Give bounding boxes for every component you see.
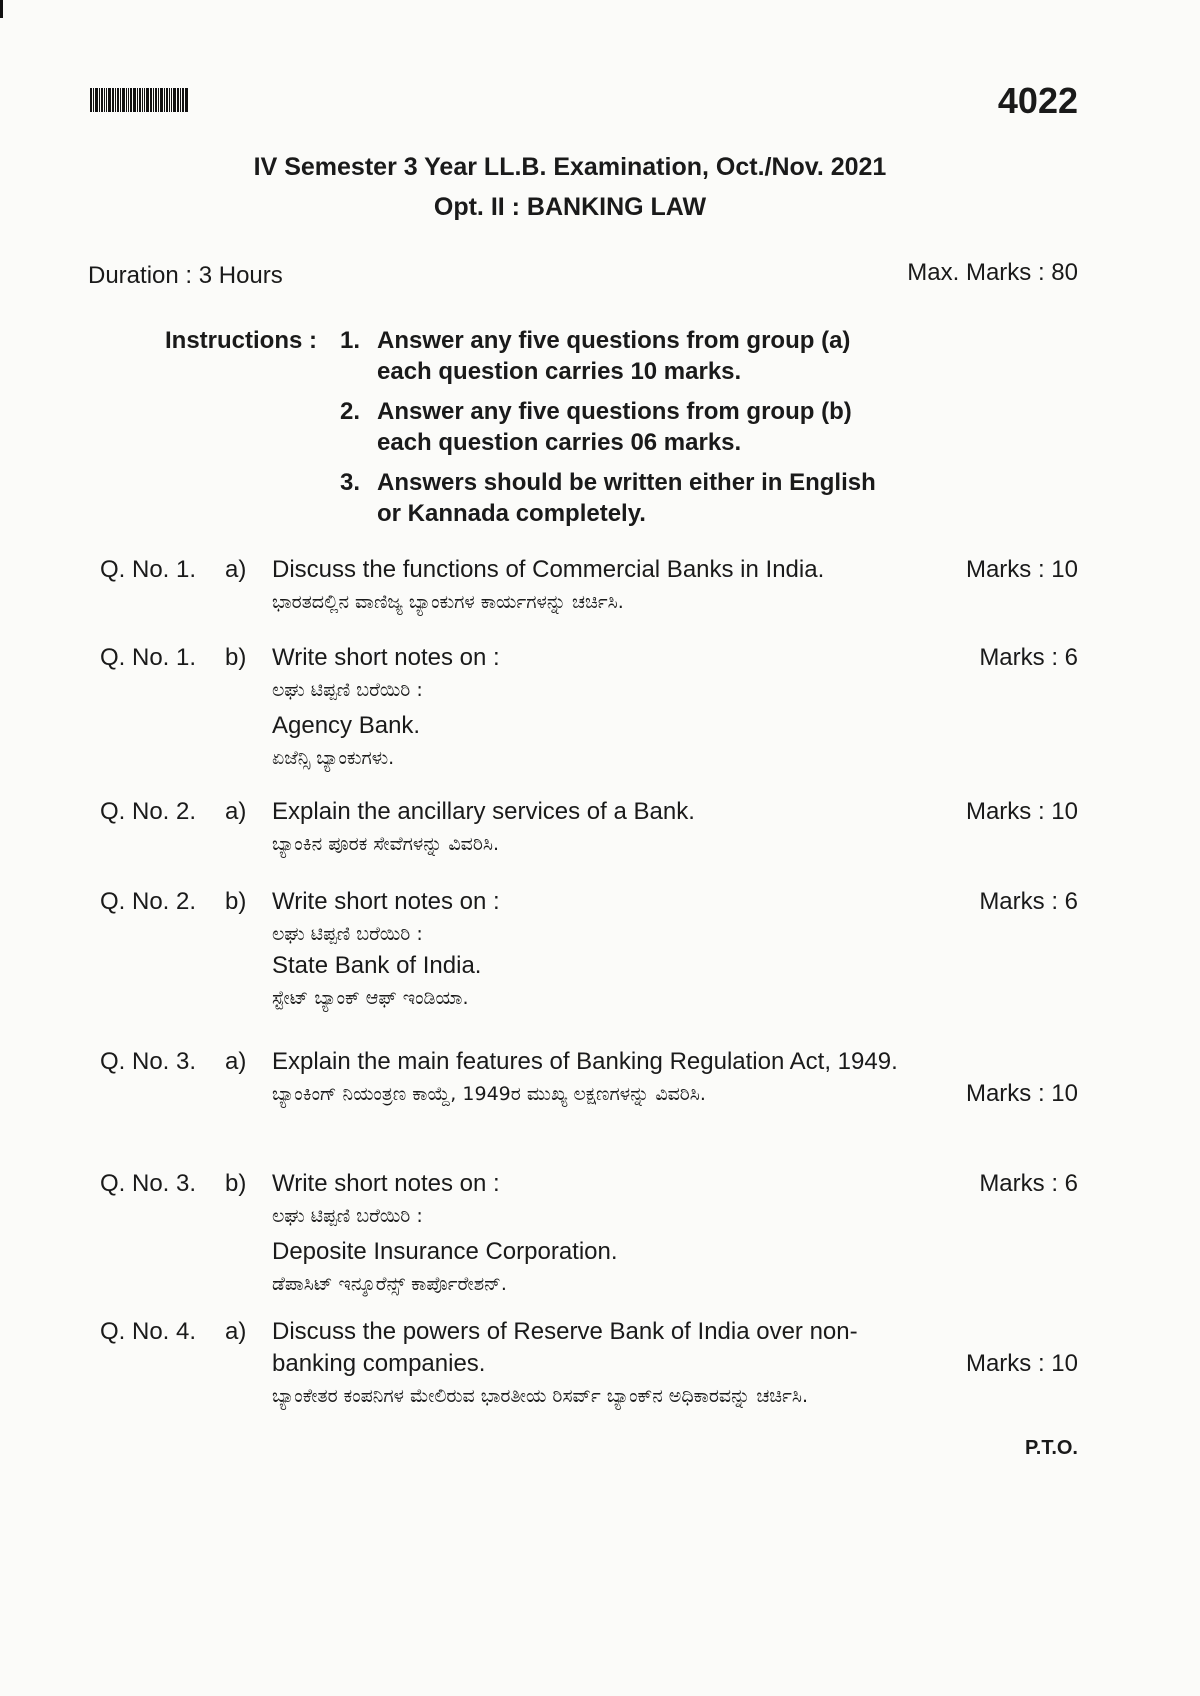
topic-kn: ಡೆಪಾಸಿಟ್ ಇನ್ಶೂರೆನ್ಸ್ ಕಾರ್ಪೊರೇಶನ್. [272,1273,507,1295]
question-marks: Marks : 10 [965,1080,1078,1107]
question-text-kn: ಬ್ಯಾಂಕಿಂಗ್ ನಿಯಂತ್ರಣ ಕಾಯ್ದೆ, 1949ರ ಮುಖ್ಯ ಲಕ್ಷಣಗಳನ್ನು ವಿವರಿಸಿ. [272,1083,706,1105]
question-part: b) [225,888,247,915]
question-text-en: Explain the main features of Banking Regulation Act, 1949. [272,1048,898,1075]
topic-en: Deposite Insurance Corporation. [272,1238,618,1265]
question-marks: Marks : 10 [965,1350,1078,1377]
instruction-text: Answer any five questions from group (b) each question carries 06 marks. [377,398,852,456]
topic-kn: ಸ್ಟೇಟ್ ಬ್ಯಾಂಕ್ ಆಫ್ ಇಂಡಿಯಾ. [272,987,469,1009]
question-part: b) [225,1170,247,1197]
question-part: a) [225,556,247,583]
instruction-text: Answers should be written either in English or Kannada completely. [377,469,876,527]
question-body [272,796,912,860]
instruction-number: 2. [340,398,361,425]
question-marks: Marks : 10 [965,798,1078,825]
question-body [272,1046,902,1110]
question-part: a) [225,1048,247,1075]
scan-corner-mark [0,0,3,18]
question-body [272,1168,912,1300]
topic-kn: ಏಜೆನ್ಸಿ ಬ್ಯಾಂಕುಗಳು. [272,747,395,769]
instruction-number: 3. [340,469,361,496]
question-text-en: Discuss the functions of Commercial Banks in India. [272,556,825,583]
question-number: Q. No. 4. [100,1318,197,1345]
subject-title: Opt. II : BANKING LAW [433,193,707,221]
topic-en: State Bank of India. [272,952,482,979]
question-text-kn: ಲಘು ಟಿಪ್ಪಣಿ ಬರೆಯಿರಿ : [272,1205,423,1227]
pto-marker: P.T.O. [1025,1437,1078,1459]
question-text-kn: ಬ್ಯಾಂಕೇತರ ಕಂಪನಿಗಳ ಮೇಲಿರುವ ಭಾರತೀಯ ರಿಸರ್ವ್ ಬ್ಯಾಂಕ್‌ನ ಅಧಿಕಾರವನ್ನು ಚರ್ಚಿಸಿ. [272,1385,809,1407]
paper-code: 4022 [997,80,1078,121]
question-number: Q. No. 2. [100,798,197,825]
exam-title: IV Semester 3 Year LL.B. Examination, Oct./Nov. 2021 [253,153,887,181]
question-number: Q. No. 2. [100,888,197,915]
question-text-kn: ಲಘು ಟಿಪ್ಪಣಿ ಬರೆಯಿರಿ : [272,923,423,945]
question-body [272,1316,902,1412]
question-part: a) [225,798,247,825]
max-marks: Max. Marks : 80 [907,259,1078,286]
question-text-kn: ಲಘು ಟಿಪ್ಪಣಿ ಬರೆಯಿರಿ : [272,679,423,701]
question-marks: Marks : 10 [965,556,1078,583]
question-text-en: Write short notes on : [272,644,500,671]
question-marks: Marks : 6 [979,644,1078,671]
question-number: Q. No. 3. [100,1170,197,1197]
question-body [272,642,912,774]
question-body [272,554,912,618]
instructions-label: Instructions : [165,327,318,354]
question-number: Q. No. 3. [100,1048,197,1075]
question-number: Q. No. 1. [100,644,197,671]
question-part: a) [225,1318,247,1345]
question-text-en: Write short notes on : [272,888,500,915]
question-number: Q. No. 1. [100,556,197,583]
instruction-text: Answer any five questions from group (a) each question carries 10 marks. [377,327,851,385]
duration: Duration : 3 Hours [88,262,283,289]
barcode [90,88,222,112]
question-marks: Marks : 6 [979,1170,1078,1197]
question-body [272,886,912,1014]
question-text-en: Write short notes on : [272,1170,500,1197]
question-text-en: Discuss the powers of Reserve Bank of India over non-banking companies. [272,1318,858,1377]
instruction-number: 1. [340,327,361,354]
question-part: b) [225,644,247,671]
question-text-en: Explain the ancillary services of a Bank. [272,798,695,825]
question-text-kn: ಭಾರತದಲ್ಲಿನ ವಾಣಿಜ್ಯ ಬ್ಯಾಂಕುಗಳ ಕಾರ್ಯಗಳನ್ನು ಚರ್ಚಿಸಿ. [272,591,624,613]
question-marks: Marks : 6 [979,888,1078,915]
topic-en: Agency Bank. [272,712,421,739]
question-text-kn: ಬ್ಯಾಂಕಿನ ಪೂರಕ ಸೇವೆಗಳನ್ನು ವಿವರಿಸಿ. [272,833,500,855]
